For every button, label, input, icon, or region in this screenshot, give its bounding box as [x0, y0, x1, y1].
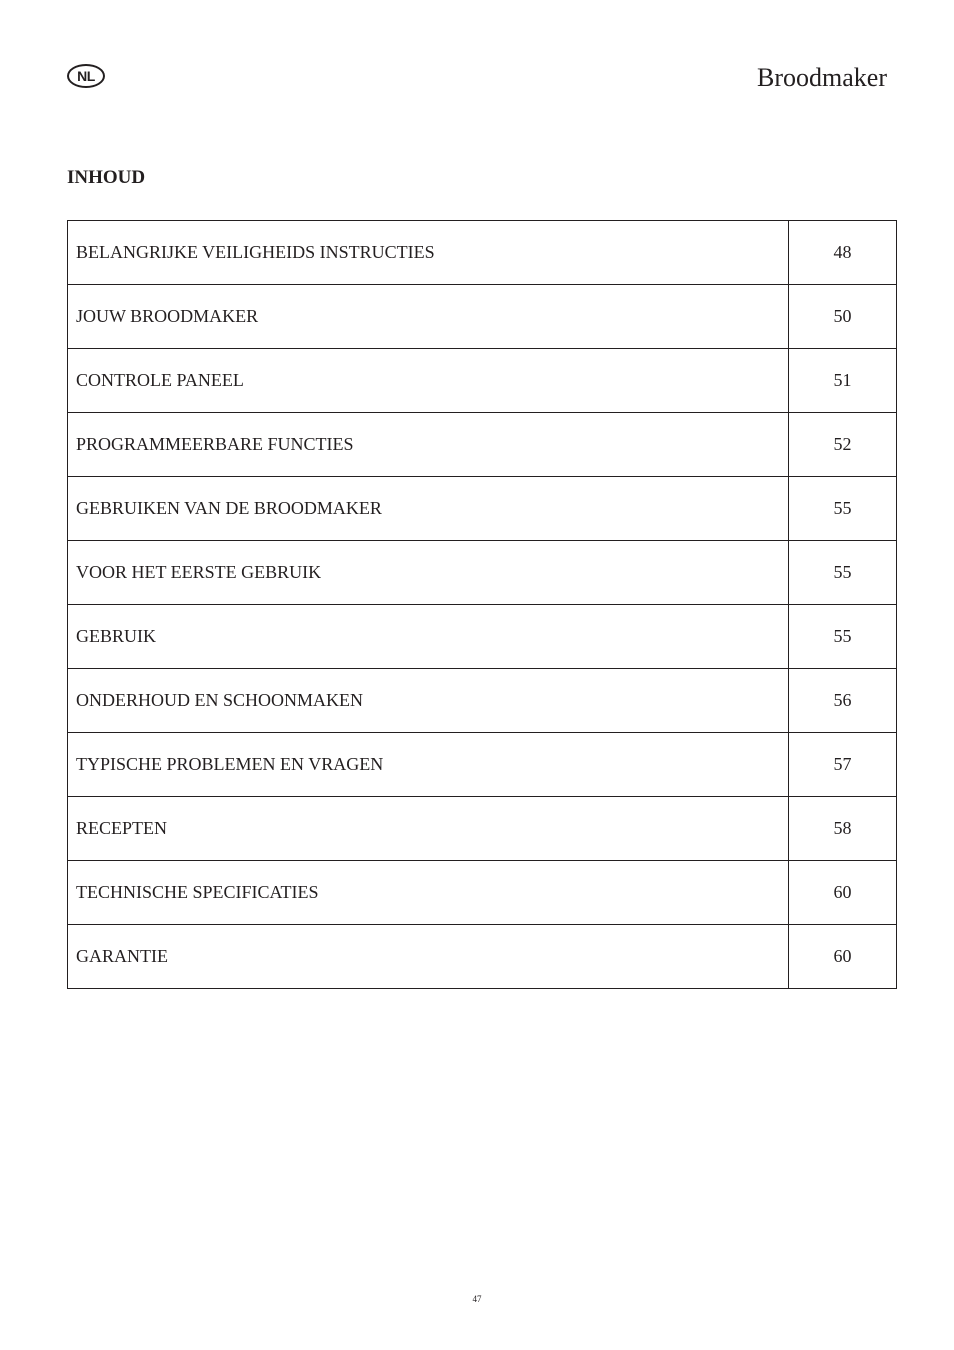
toc-row [68, 349, 897, 413]
toc-entry-page: 51 [789, 349, 897, 413]
toc-entry-label: BELANGRIJKE VEILIGHEIDS INSTRUCTIES [68, 221, 789, 285]
toc-entry-page: 52 [789, 413, 897, 477]
toc-row [68, 541, 897, 605]
toc-entry-page: 55 [789, 605, 897, 669]
toc-row [68, 605, 897, 669]
toc-row [68, 797, 897, 861]
toc-entry-page: 48 [789, 221, 897, 285]
toc-row [68, 413, 897, 477]
toc-entry-label: GEBRUIK [68, 605, 789, 669]
toc-row [68, 477, 897, 541]
language-code: NL [77, 68, 95, 84]
table-of-contents [67, 220, 897, 989]
toc-row [68, 925, 897, 989]
page-number: 47 [472, 1294, 482, 1304]
toc-entry-label: TYPISCHE PROBLEMEN EN VRAGEN [68, 733, 789, 797]
toc-entry-page: 60 [789, 925, 897, 989]
toc-entry-label: CONTROLE PANEEL [68, 349, 789, 413]
toc-entry-label: ONDERHOUD EN SCHOONMAKEN [68, 669, 789, 733]
toc-entry-page: 55 [789, 541, 897, 605]
toc-entry-page: 60 [789, 861, 897, 925]
toc-entry-label: VOOR HET EERSTE GEBRUIK [68, 541, 789, 605]
toc-row [68, 221, 897, 285]
toc-entry-page: 55 [789, 477, 897, 541]
toc-entry-page: 56 [789, 669, 897, 733]
document-title: Broodmaker [757, 63, 887, 92]
toc-entry-label: RECEPTEN [68, 797, 789, 861]
toc-entry-label: JOUW BROODMAKER [68, 285, 789, 349]
toc-entry-page: 58 [789, 797, 897, 861]
toc-row [68, 861, 897, 925]
language-badge [67, 64, 105, 88]
contents-heading: INHOUD [67, 167, 146, 188]
toc-entry-label: GARANTIE [68, 925, 789, 989]
toc-row [68, 285, 897, 349]
toc-row [68, 669, 897, 733]
toc-entry-label: GEBRUIKEN VAN DE BROODMAKER [68, 477, 789, 541]
toc-row [68, 733, 897, 797]
toc-entry-label: TECHNISCHE SPECIFICATIES [68, 861, 789, 925]
toc-entry-page: 57 [789, 733, 897, 797]
toc-entry-page: 50 [789, 285, 897, 349]
toc-entry-label: PROGRAMMEERBARE FUNCTIES [68, 413, 789, 477]
